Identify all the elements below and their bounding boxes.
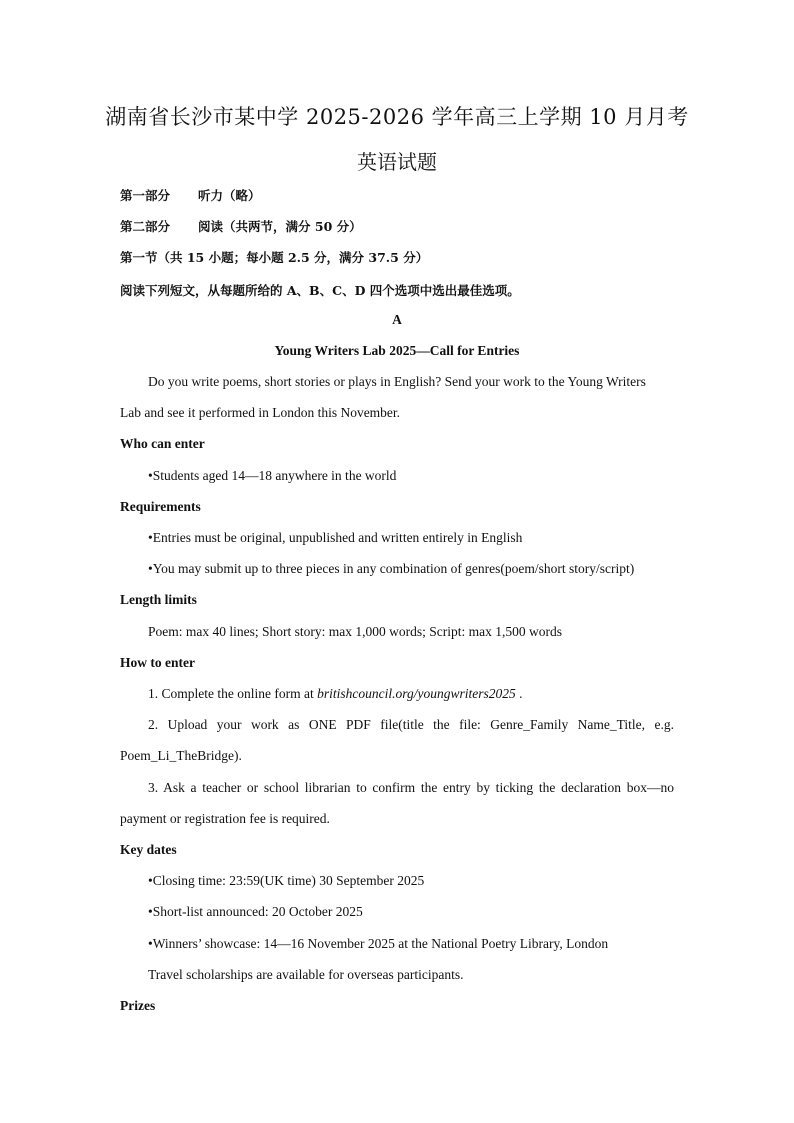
part1-label: 第一部分 [120,188,171,203]
part2-label: 第二部分 [120,219,171,234]
requirement-item-1: •Entries must be original, unpublished and written entirely in English [148,530,523,545]
how-step-1 [148,686,522,702]
how-step-2-line-2: Poem_Li_TheBridge). [120,748,242,763]
part1-text: 听力（略） [198,188,261,203]
date-item-2: •Short-list announced: 20 October 2025 [148,904,363,919]
prizes-heading: Prizes [120,998,156,1013]
date-item-1: •Closing time: 23:59(UK time) 30 September 2025 [148,873,425,888]
requirement-item-2: •You may submit up to three pieces in any combination of genres(poem/short story/script) [148,561,635,576]
passage-letter: A [392,312,402,327]
who-item: •Students aged 14—18 anywhere in the world [148,468,397,483]
length-heading: Length limits [120,592,197,607]
reading-instruction: 阅读下列短文，从每题所给的 A、B、C、D 四个选项中选出最佳选项。 [120,283,520,298]
part2-line [120,217,362,235]
entry-form-url[interactable]: britishcouncil.org/youngwriters2025 [317,686,516,701]
passage-title: Young Writers Lab 2025—Call for Entries [274,343,520,358]
travel-note: Travel scholarships are available for overseas participants. [148,967,464,982]
date-item-3: •Winners’ showcase: 14—16 November 2025 at the National Poetry Library, London [148,936,609,951]
how-step-3-line-2: payment or registration fee is required. [120,811,330,826]
dates-heading: Key dates [120,842,177,857]
part1-line [120,186,261,204]
intro-line-1: Do you write poems, short stories or plays in English? Send your work to the Young Writers [148,374,646,389]
page-subtitle: 英语试题 [357,150,437,174]
how-step-2-line-1: 2. Upload your work as ONE PDF file(title the file: Genre_Family Name_Title, e.g. [148,717,674,732]
intro-line-2: Lab and see it performed in London this November. [120,405,401,420]
how-step-1-suffix: . [515,686,523,701]
who-heading: Who can enter [120,436,205,451]
section1-heading: 第一节（共 15 小题；每小题 2.5 分，满分 37.5 分） [120,250,429,265]
how-step-3-line-1: 3. Ask a teacher or school librarian to confirm the entry by ticking the declaration box—no [148,780,674,795]
how-step-1-prefix: 1. Complete the online form at [148,686,318,701]
length-text: Poem: max 40 lines; Short story: max 1,000 words; Script: max 1,500 words [148,624,562,639]
page-title: 湖南省长沙市某中学 2025-2026 学年高三上学期 10 月月考 [105,105,689,129]
requirements-heading: Requirements [120,499,201,514]
part2-text: 阅读（共两节，满分 50 分） [198,219,362,234]
how-heading: How to enter [120,655,195,670]
